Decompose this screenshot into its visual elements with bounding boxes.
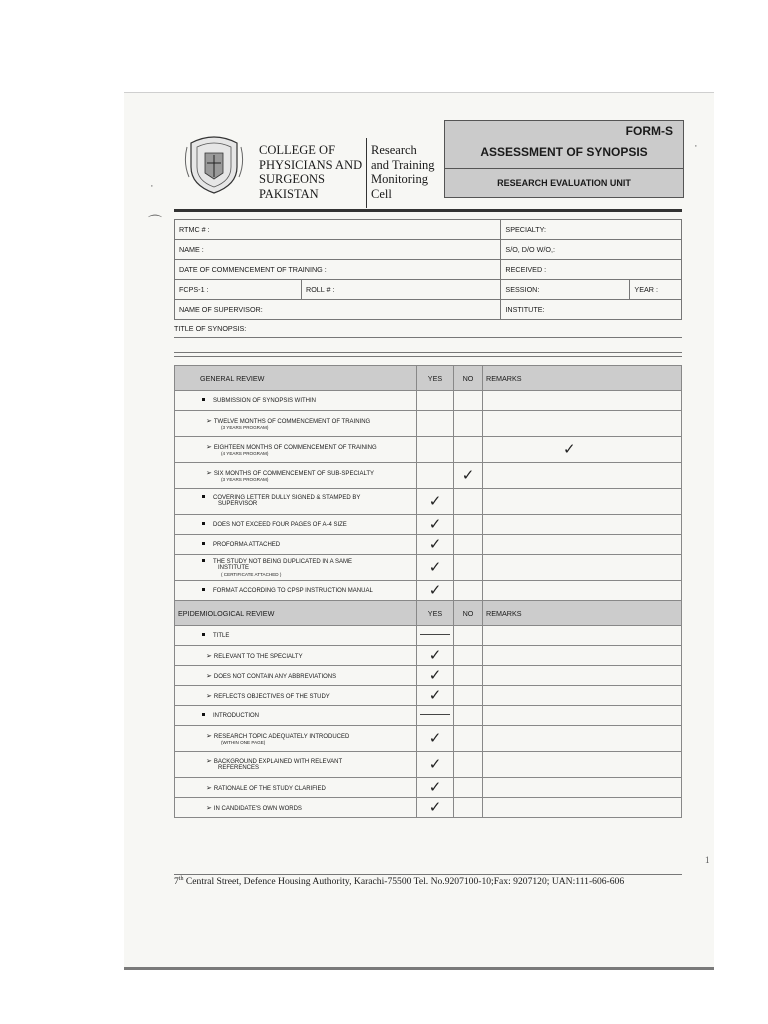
received-field[interactable]: RECEIVED : — [501, 260, 682, 280]
checklist-item-note: (3 YEARS PROGRAM) — [221, 477, 269, 482]
remarks-cell[interactable] — [483, 411, 682, 437]
header-rule — [174, 209, 682, 212]
checklist-item — [175, 798, 417, 818]
no-cell[interactable] — [454, 437, 483, 463]
scan-speck: ⌒ — [148, 214, 162, 230]
checklist-item — [175, 706, 417, 726]
remarks-cell[interactable] — [483, 626, 682, 646]
remarks-cell[interactable] — [483, 752, 682, 778]
yes-cell[interactable] — [417, 515, 454, 535]
arrow-bullet-icon: ➢ — [206, 804, 212, 812]
checklist-item-text-cont: SUPERVISOR — [218, 501, 258, 507]
yes-cell[interactable] — [417, 646, 454, 666]
checklist-item-text: THE STUDY NOT BEING DUPLICATED IN A SAME — [213, 558, 353, 565]
title-of-synopsis-label: TITLE OF SYNOPSIS: — [174, 324, 247, 333]
footer-ordinal: 7 — [174, 876, 179, 888]
general-review-header-row — [175, 366, 682, 391]
checklist-row — [175, 726, 682, 752]
footer-address-text: Central Street, Defence Housing Authority, Karachi-75500 Tel. No.9207100-10;Fax: 9207120; UAN:111-606-606 — [183, 876, 625, 888]
roll-field[interactable]: ROLL # : — [302, 280, 501, 300]
session-field[interactable]: SESSION: — [501, 280, 630, 300]
no-cell[interactable] — [454, 581, 483, 601]
yes-cell[interactable] — [417, 411, 454, 437]
check-mark-icon: ✓ — [428, 665, 442, 684]
checklist-item-text: FORMAT ACCORDING TO CPSP INSTRUCTION MANUAL — [213, 587, 373, 594]
no-cell[interactable] — [454, 463, 483, 489]
yes-cell[interactable] — [417, 726, 454, 752]
check-mark-icon: ✓ — [428, 580, 442, 599]
checklist-item — [175, 411, 417, 437]
page-number: 1 — [705, 855, 710, 865]
footer-ordinal-suffix: th — [178, 876, 184, 882]
epidemiological-review-header-row — [175, 601, 682, 626]
no-cell[interactable] — [454, 515, 483, 535]
remarks-cell[interactable] — [483, 778, 682, 798]
yes-cell[interactable] — [417, 391, 454, 411]
checklist-item-text: DOES NOT EXCEED FOUR PAGES OF A-4 SIZE — [213, 521, 347, 528]
fcps-field[interactable]: FCPS-1 : — [175, 280, 302, 300]
arrow-bullet-icon: ➢ — [206, 444, 212, 451]
yes-cell[interactable] — [417, 581, 454, 601]
general-review-heading — [175, 366, 417, 391]
yes-cell[interactable] — [417, 686, 454, 706]
remarks-cell[interactable] — [483, 726, 682, 752]
yes-cell[interactable] — [417, 666, 454, 686]
institute-field[interactable]: INSTITUTE: — [501, 300, 682, 320]
yes-label: YES — [427, 608, 443, 618]
supervisor-field[interactable]: NAME OF SUPERVISOR: — [175, 300, 501, 320]
unit-line: Research — [371, 143, 417, 157]
checklist-row — [175, 463, 682, 489]
no-cell[interactable] — [454, 535, 483, 555]
no-cell[interactable] — [454, 686, 483, 706]
checklist-row — [175, 686, 682, 706]
form-title-box — [444, 120, 684, 198]
footer-rule — [174, 874, 682, 875]
checklist-item-text: SIX MONTHS OF COMMENCEMENT OF SUB-SPECIALTY — [213, 471, 374, 477]
checklist-row — [175, 626, 682, 646]
divider-line — [174, 356, 682, 357]
relation-field[interactable]: S/O, D/O W/O,: — [501, 240, 682, 260]
arrow-bullet-icon: ➢ — [206, 418, 212, 425]
college-name — [259, 143, 369, 201]
remarks-cell[interactable] — [483, 686, 682, 706]
yes-cell[interactable] — [417, 489, 454, 515]
arrow-bullet-icon: ➢ — [206, 672, 212, 680]
form-title: ASSESSMENT OF SYNOPSIS — [480, 145, 648, 159]
checklist-item — [175, 666, 417, 686]
checklist-item — [175, 555, 417, 581]
checklist-item-text: PROFORMA ATTACHED — [213, 541, 281, 548]
checklist-item — [175, 726, 417, 752]
epidemiological-review-heading-text: EPIDEMIOLOGICAL REVIEW — [178, 608, 275, 618]
checklist-item — [175, 646, 417, 666]
specialty-field[interactable]: SPECIALTY: — [501, 220, 682, 240]
checklist-item — [175, 463, 417, 489]
check-mark-icon: ✓ — [428, 645, 442, 664]
no-cell[interactable] — [454, 626, 483, 646]
check-mark-icon: ✓ — [428, 557, 442, 576]
bullet-icon — [202, 542, 205, 545]
checklist-item-text-cont: INSTITUTE — [218, 564, 249, 571]
check-mark-icon: ✓ — [461, 465, 475, 484]
no-label: NO — [462, 608, 474, 618]
yes-cell[interactable] — [417, 555, 454, 581]
no-column-header — [454, 601, 483, 626]
no-cell[interactable] — [454, 752, 483, 778]
college-line: PHYSICIANS AND — [259, 157, 363, 172]
no-cell[interactable] — [454, 489, 483, 515]
checklist-item — [175, 752, 417, 778]
remarks-cell[interactable] — [483, 437, 682, 463]
remarks-cell[interactable] — [483, 463, 682, 489]
yes-cell[interactable] — [417, 798, 454, 818]
epidemiological-review-heading — [175, 601, 417, 626]
arrow-bullet-icon: ➢ — [206, 692, 212, 700]
footer-address — [174, 876, 624, 887]
college-crest-logo — [183, 133, 245, 195]
checklist-item — [175, 686, 417, 706]
college-line: SURGEONS — [259, 172, 325, 186]
check-mark-icon: ✓ — [428, 754, 442, 773]
sheet-edge — [124, 92, 714, 93]
scan-speck: · — [150, 180, 154, 192]
college-line: COLLEGE OF — [259, 143, 336, 157]
synopsis-title-line[interactable] — [174, 337, 682, 338]
checklist-item-text: IN CANDIDATE'S OWN WORDS — [213, 805, 302, 812]
yes-cell[interactable] — [417, 437, 454, 463]
rtmc-field[interactable]: RTMC # : — [175, 220, 501, 240]
no-cell[interactable] — [454, 555, 483, 581]
checklist-row — [175, 752, 682, 778]
checklist-item-note: ( CERTIFICATE ATTACHED ) — [221, 571, 282, 577]
form-box-divider — [445, 168, 683, 169]
check-mark-icon: ✓ — [428, 728, 442, 747]
yes-label: YES — [427, 373, 443, 383]
sheet-edge-shadow — [124, 967, 714, 970]
check-mark-icon: ✓ — [428, 491, 442, 510]
no-cell[interactable] — [454, 778, 483, 798]
no-cell[interactable] — [454, 411, 483, 437]
no-cell[interactable] — [454, 391, 483, 411]
remarks-column-header — [483, 366, 682, 391]
no-label: NO — [462, 373, 474, 383]
remarks-label: REMARKS — [486, 373, 522, 383]
remarks-cell[interactable] — [483, 581, 682, 601]
bullet-icon — [202, 713, 205, 716]
yes-column-header — [417, 366, 454, 391]
candidate-info-table — [174, 219, 682, 320]
checklist-item — [175, 581, 417, 601]
check-mark-icon: ✓ — [428, 685, 442, 704]
unit-name-block — [371, 143, 435, 201]
remarks-cell[interactable] — [483, 666, 682, 686]
divider-line — [174, 352, 682, 353]
no-cell[interactable] — [454, 646, 483, 666]
form-code: FORM-S — [625, 124, 673, 138]
checklist-row — [175, 555, 682, 581]
college-line: PAKISTAN — [259, 186, 319, 201]
check-mark-icon: ✓ — [428, 514, 442, 533]
unit-line: Monitoring — [371, 172, 428, 186]
remarks-cell[interactable] — [483, 535, 682, 555]
yes-cell[interactable] — [417, 752, 454, 778]
remarks-cell[interactable] — [483, 798, 682, 818]
commencement-field[interactable]: DATE OF COMMENCEMENT OF TRAINING : — [175, 260, 501, 280]
checklist-row — [175, 437, 682, 463]
remarks-cell[interactable] — [483, 706, 682, 726]
checklist-item-note: (WITHIN ONE PAGE) — [221, 740, 266, 745]
checklist-item — [175, 489, 417, 515]
unit-line: Cell — [371, 186, 392, 201]
checklist-item-text: REFLECTS OBJECTIVES OF THE STUDY — [213, 693, 330, 700]
dash-mark — [420, 714, 450, 715]
checklist-row — [175, 489, 682, 515]
check-mark-icon: ✓ — [428, 534, 442, 553]
checklist-item — [175, 437, 417, 463]
bullet-icon — [202, 559, 205, 562]
checklist-row — [175, 411, 682, 437]
checklist-item-text: EIGHTEEN MONTHS OF COMMENCEMENT OF TRAINING — [213, 445, 377, 451]
unit-label: RESEARCH EVALUATION UNIT — [497, 178, 631, 188]
remarks-cell[interactable] — [483, 555, 682, 581]
remarks-label: REMARKS — [486, 608, 522, 618]
scan-speck: · — [694, 140, 698, 152]
general-review-heading-text: GENERAL REVIEW — [200, 373, 265, 383]
yes-cell[interactable] — [417, 463, 454, 489]
check-mark-icon: ✓ — [563, 439, 576, 458]
checklist-item-text: DOES NOT CONTAIN ANY ABBREVIATIONS — [213, 673, 337, 680]
bullet-icon — [202, 495, 205, 498]
checklist-row — [175, 515, 682, 535]
checklist-row — [175, 581, 682, 601]
checklist-item — [175, 391, 417, 411]
no-cell[interactable] — [454, 706, 483, 726]
check-mark-icon: ✓ — [428, 777, 442, 796]
checklist-item-note: (4 YEARS PROGRAM) — [221, 451, 269, 456]
yes-cell[interactable] — [417, 778, 454, 798]
arrow-bullet-icon: ➢ — [206, 470, 212, 477]
checklist-item-text: TWELVE MONTHS OF COMMENCEMENT OF TRAINING — [213, 419, 371, 425]
remarks-cell[interactable] — [483, 391, 682, 411]
arrow-bullet-icon: ➢ — [206, 733, 212, 740]
checklist-item-text: BACKGROUND EXPLAINED WITH RELEVANT — [213, 759, 343, 765]
name-field[interactable]: NAME : — [175, 240, 501, 260]
no-cell[interactable] — [454, 798, 483, 818]
remarks-cell[interactable] — [483, 489, 682, 515]
check-mark-icon: ✓ — [428, 797, 442, 816]
checklist-item — [175, 515, 417, 535]
bullet-icon — [202, 522, 205, 525]
checklist-row — [175, 798, 682, 818]
checklist-item — [175, 535, 417, 555]
checklist-row — [175, 706, 682, 726]
arrow-bullet-icon: ➢ — [206, 652, 212, 660]
dash-mark — [420, 634, 450, 635]
bullet-icon — [202, 588, 205, 591]
no-column-header — [454, 366, 483, 391]
checklist-row — [175, 535, 682, 555]
arrow-bullet-icon: ➢ — [206, 758, 212, 765]
checklist-item-text: RELEVANT TO THE SPECIALTY — [213, 653, 303, 660]
checklist-row — [175, 666, 682, 686]
checklist-item-text: RESEARCH TOPIC ADEQUATELY INTRODUCED — [213, 734, 350, 740]
bullet-icon — [202, 398, 205, 401]
header-divider — [366, 138, 367, 208]
checklist-row — [175, 646, 682, 666]
remarks-cell[interactable] — [483, 646, 682, 666]
yes-cell[interactable] — [417, 706, 454, 726]
checklist-row — [175, 778, 682, 798]
checklist-item — [175, 778, 417, 798]
no-cell[interactable] — [454, 666, 483, 686]
no-cell[interactable] — [454, 726, 483, 752]
checklist-item — [175, 626, 417, 646]
checklist-item-note: (3 YEARS PROGRAM) — [221, 425, 269, 430]
checklist-item-text: COVERING LETTER DULLY SIGNED & STAMPED BY — [213, 495, 361, 501]
remarks-cell[interactable] — [483, 515, 682, 535]
checklist-item-text: TITLE — [213, 632, 230, 639]
year-field[interactable]: YEAR : — [630, 280, 682, 300]
remarks-column-header — [483, 601, 682, 626]
checklist-item-text-cont: REFERENCES — [218, 765, 260, 771]
unit-line: and Training — [371, 157, 435, 172]
checklist-item-text: INTRODUCTION — [213, 712, 259, 719]
bullet-icon — [202, 633, 205, 636]
arrow-bullet-icon: ➢ — [206, 784, 212, 792]
checklist-row — [175, 391, 682, 411]
yes-cell[interactable] — [417, 626, 454, 646]
review-checklist-table — [174, 365, 682, 818]
checklist-item-text: RATIONALE OF THE STUDY CLARIFIED — [213, 785, 326, 792]
yes-column-header — [417, 601, 454, 626]
yes-cell[interactable] — [417, 535, 454, 555]
checklist-item-text: SUBMISSION OF SYNOPSIS WITHIN — [213, 397, 317, 404]
